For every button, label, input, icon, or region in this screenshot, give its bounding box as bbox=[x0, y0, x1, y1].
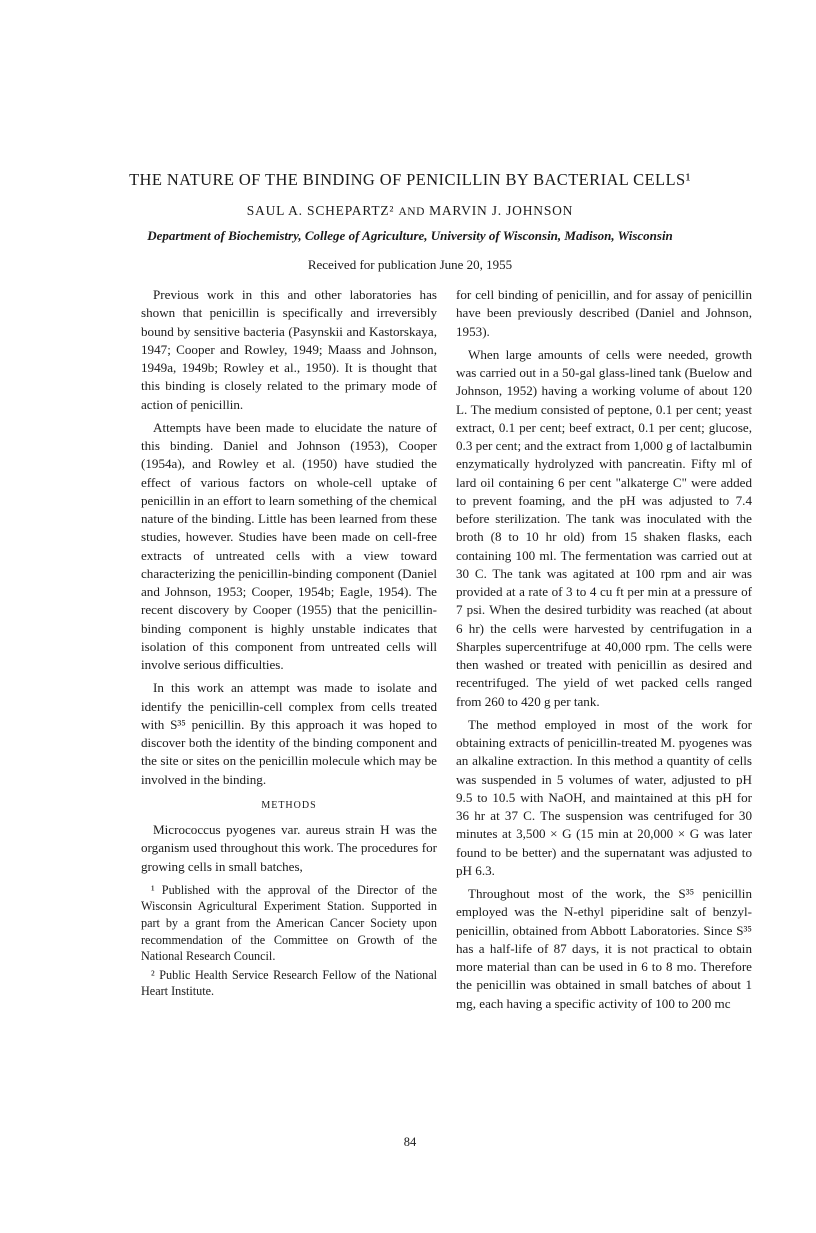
footnote-1: ¹ Published with the approval of the Director of the Wisconsin Agricultural Experiment Station. Supported in part by a grant from the American Cancer Society upon recommendation of the Committee on Growth of the National Research Council. bbox=[141, 882, 437, 964]
methods-paragraph: Micrococcus pyogenes var. aureus strain H was the organism used throughout this work. The procedures for growing cells in small batches, bbox=[141, 822, 437, 874]
author-1: SAUL A. SCHEPARTZ² bbox=[246, 203, 395, 218]
page-number: 84 bbox=[403, 1135, 417, 1149]
left-column bbox=[141, 286, 437, 1002]
body-paragraph: Throughout most of the work, the S³⁵ penicillin employed was the N-ethyl piperidine salt of benzyl-penicillin, obtained from Abbott Laboratories. Since S³⁵ has a half-life of 87 days, it is not practical to obtain more material than can be used in 6 to 8 mo. Therefore the penicillin was obtained in small batches of about 1 mg, each having a specific activity of 100 to 200 mc bbox=[456, 886, 752, 1011]
author-conjunction: AND bbox=[398, 206, 425, 218]
body-paragraph: The method employed in most of the work for obtaining extracts of penicillin-treated M. pyogenes was an alkaline extraction. In this method a quantity of cells was suspended in 5 volumes of water, adjusted to pH 9.5 to 10.5 with NaOH, and maintained at this pH for 36 hr at 37 C. The suspension was centrifuged for 30 minutes at 3,500 × G (15 min at 20,000 × G was later found to be better) and the supernatant was adjusted to pH 6.3. bbox=[456, 716, 752, 878]
body-paragraph: When large amounts of cells were needed, growth was carried out in a 50-gal glass-lined tank (Buelow and Johnson, 1952) having a working volume of about 120 L. The medium consisted of peptone, 0.1 per cent; yeast extract, 0.1 per cent; beef extract, 0.1 per cent; glucose, 0.3 per cent; and the extract from 1,000 g of lactalbumin enzymatically hydrolyzed with pancreatin. Fifty ml of lard oil containing 6 per cent "alkaterge C" were added to prevent foaming, and the pH was adjusted to 7.4 before sterilization. The tank was inoculated with the broth (8 to 10 hr old) from 15 shaken flasks, each containing 100 ml. The fermentation was carried out at 30 C. The tank was agitated at 100 rpm and air was provided at a rate of 3 to 4 cu ft per min at a pressure of 7 psi. When the desired turbidity was reached (at about 6 hr) the cells were harvested by centrifugation in a Sharples supercentrifuge at 40,000 rpm. The cells were then washed or treated with penicillin as desired and recentrifuged. The yield of wet packed cells ranged from 260 to 420 g per tank. bbox=[456, 346, 752, 709]
body-paragraph: Attempts have been made to elucidate the nature of this binding. Daniel and Johnson (1953), Cooper (1954a), and Rowley et al. (1950) have studied the effect of various factors on whole-cell uptake of penicillin in an effort to learn something of the chemical nature of the binding. Little has been learned from these studies, however. Studies have been made on cell-free extracts of untreated cells with a view toward characterizing the penicillin-binding component (Daniel and Johnson, 1953; Cooper, 1954b; Eagle, 1954). The recent discovery by Cooper (1955) that the penicillin-binding component is highly unstable indicates that isolation of this component from untreated cells will involve serious difficulties. bbox=[141, 419, 437, 672]
affiliation: Department of Biochemistry, College of Agriculture, University of Wisconsin, Madison, Wisconsin bbox=[147, 228, 673, 243]
methods-heading: METHODS bbox=[261, 799, 317, 811]
body-paragraph: Previous work in this and other laboratories has shown that penicillin is specifically and irreversibly bound by sensitive bacteria (Pasynskii and Kastorskaya, 1947; Cooper and Rowley, 1949; Maass and Johnson, 1949a, 1949b; Rowley et al., 1950). It is thought that this binding is closely related to the primary mode of action of penicillin. bbox=[141, 287, 437, 412]
author-2: MARVIN J. JOHNSON bbox=[429, 203, 574, 218]
footnotes bbox=[141, 882, 437, 1000]
article-title: THE NATURE OF THE BINDING OF PENICILLIN BY BACTERIAL CELLS¹ bbox=[129, 170, 691, 189]
body-paragraph: for cell binding of penicillin, and for assay of penicillin have been previously described (Daniel and Johnson, 1953). bbox=[456, 287, 752, 339]
right-column bbox=[456, 286, 752, 1018]
body-paragraph: In this work an attempt was made to isolate and identify the penicillin-cell complex from cells treated with S³⁵ penicillin. By this approach it was hoped to discover both the identity of the binding component and the site or sites on the penicillin molecule which may be involved in the binding. bbox=[141, 680, 437, 787]
author-line bbox=[60, 203, 760, 219]
received-date: Received for publication June 20, 1955 bbox=[307, 257, 513, 272]
footnote-2: ² Public Health Service Research Fellow of the National Heart Institute. bbox=[141, 967, 437, 999]
